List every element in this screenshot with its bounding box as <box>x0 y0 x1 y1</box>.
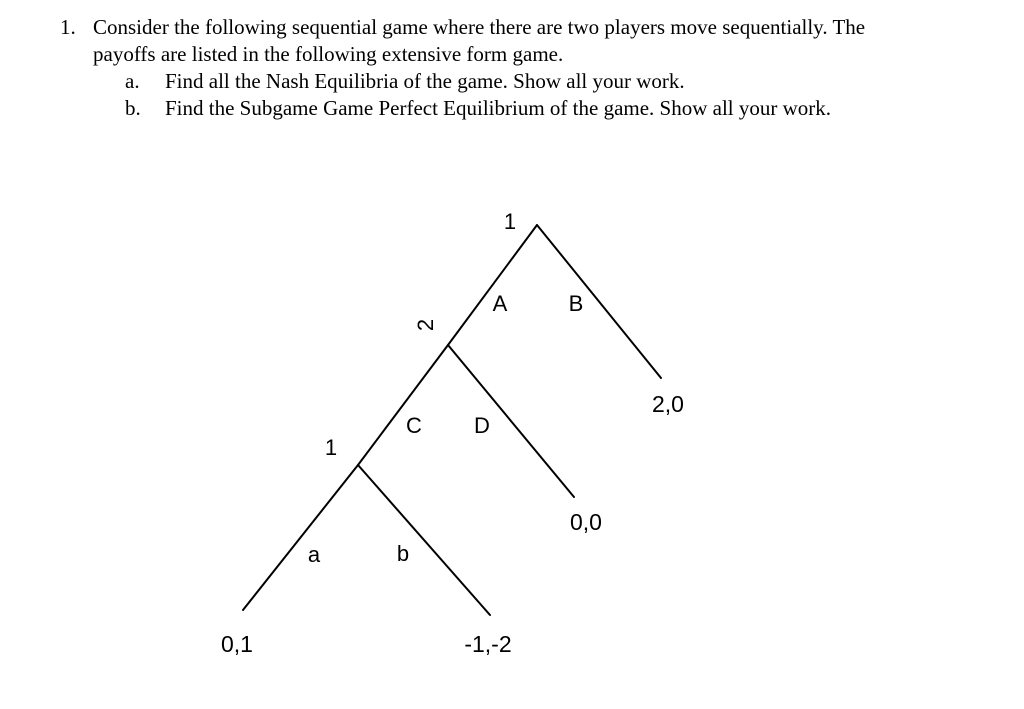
part-b-text: Find the Subgame Game Perfect Equilibrium of the game. Show all your work. <box>165 96 832 120</box>
branch-B <box>537 225 661 378</box>
action-C-label: C <box>406 413 422 438</box>
part-b-label: b. <box>125 96 141 120</box>
payoff-b: -1,-2 <box>464 631 512 657</box>
third-node-player-label: 1 <box>324 435 338 460</box>
payoff-D: 0,0 <box>570 509 602 535</box>
part-a-text: Find all the Nash Equilibria of the game. Show all your work. <box>165 69 685 93</box>
action-B-label: B <box>568 291 584 316</box>
question-text-line-1: Consider the following sequential game where there are two players move sequentially. The <box>93 15 866 39</box>
question-number: 1. <box>60 15 76 39</box>
branch-b <box>358 465 490 615</box>
second-node-player-label: 2 <box>413 318 438 332</box>
action-a-label: a <box>307 542 321 567</box>
payoff-B: 2,0 <box>652 391 684 417</box>
branch-D <box>448 345 574 497</box>
root-player-label: 1 <box>503 209 517 234</box>
branch-A <box>448 225 537 345</box>
branch-a <box>243 465 358 610</box>
question-text-line-2: payoffs are listed in the following extensive form game. <box>93 42 564 66</box>
branch-C <box>358 345 448 465</box>
action-D-label: D <box>474 413 490 438</box>
payoff-a: 0,1 <box>221 631 253 657</box>
part-a-label: a. <box>125 69 140 93</box>
action-A-label: A <box>492 291 508 316</box>
action-b-label: b <box>396 541 410 566</box>
